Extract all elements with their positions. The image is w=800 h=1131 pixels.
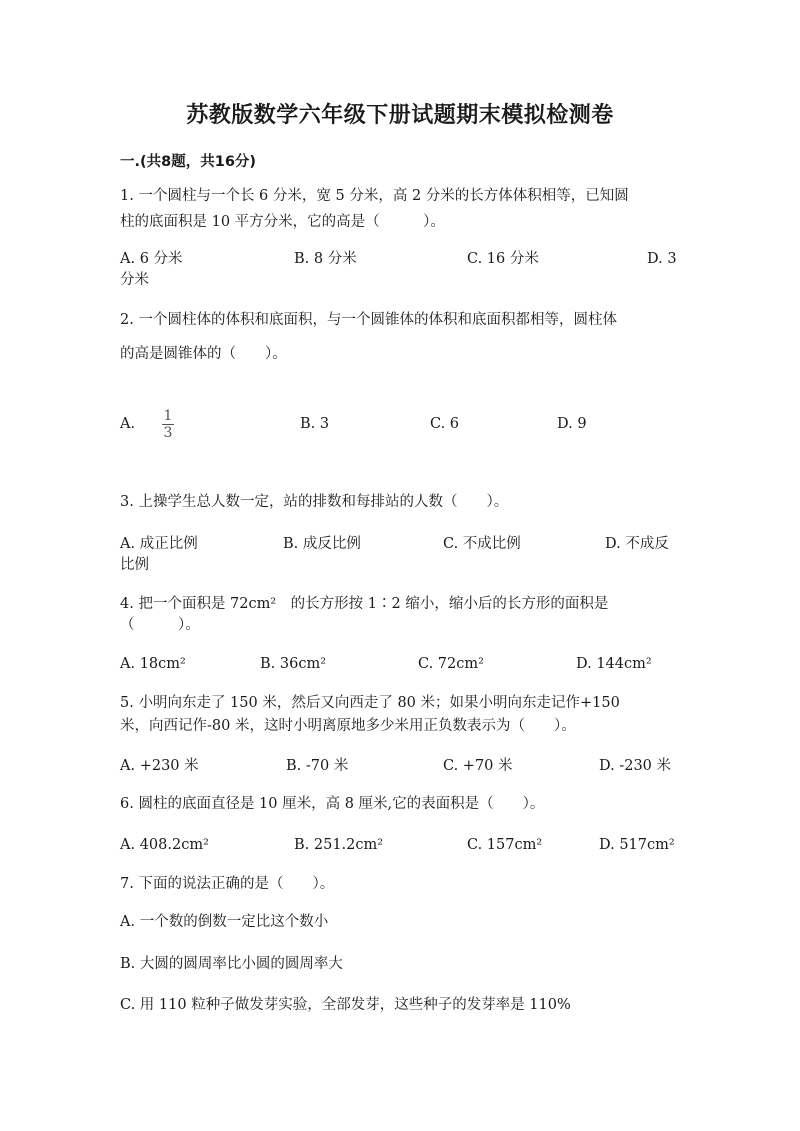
question-2-option-a[interactable]: A. [120, 416, 136, 432]
fraction-numerator: 1 [163, 408, 173, 424]
question-1-option-d[interactable]: D. 3 [647, 251, 677, 267]
question-2-option-b[interactable]: B. 3 [300, 416, 330, 432]
question-5-line-2: 米，向西记作-80 米，这时小明离原地多少米用正负数表示为（ ）。 [120, 718, 576, 734]
question-2-line-1: 2. 一个圆柱体的体积和底面积，与一个圆锥体的体积和底面积都相等，圆柱体 [120, 312, 617, 328]
question-4-option-a[interactable]: A. 18cm² [120, 656, 186, 672]
question-7-option-b[interactable]: B. 大圆的圆周率比小圆的圆周率大 [120, 956, 343, 972]
question-2-option-c[interactable]: C. 6 [430, 416, 460, 432]
question-4-line-1: 4. 把一个面积是 72cm² 的长方形按 1∶2 缩小，缩小后的长方形的面积是 [120, 596, 609, 612]
question-4-option-d[interactable]: D. 144cm² [576, 656, 652, 672]
question-5-line-1: 5. 小明向东走了 150 米，然后又向西走了 80 米；如果小明向东走记作+150 [120, 695, 620, 711]
question-6-line-1: 6. 圆柱的底面直径是 10 厘米，高 8 厘米,它的表面积是（ ）。 [120, 796, 545, 812]
page-title: 苏教版数学六年级下册试题期末模拟检测卷 [186, 103, 614, 128]
section-heading: 一.(共8题，共16分) [120, 154, 257, 170]
question-6-option-c[interactable]: C. 157cm² [467, 837, 543, 853]
question-5-option-a[interactable]: A. +230 米 [120, 758, 199, 774]
question-3-option-a[interactable]: A. 成正比例 [120, 536, 198, 552]
question-1-option-c[interactable]: C. 16 分米 [467, 251, 539, 267]
fraction-denominator: 3 [163, 425, 173, 441]
question-5-option-d[interactable]: D. -230 米 [599, 758, 672, 774]
question-3-option-c[interactable]: C. 不成比例 [443, 536, 521, 552]
question-6-option-a[interactable]: A. 408.2cm² [120, 837, 209, 853]
question-1-option-b[interactable]: B. 8 分米 [294, 251, 357, 267]
question-5-option-c[interactable]: C. +70 米 [443, 758, 513, 774]
question-7-option-c[interactable]: C. 用 110 粒种子做发芽实验，全部发芽，这些种子的发芽率是 110% [120, 997, 571, 1013]
question-4-option-c[interactable]: C. 72cm² [418, 656, 484, 672]
question-1-line-2: 柱的底面积是 10 平方分米，它的高是（ ）。 [120, 214, 445, 230]
question-1-option-a[interactable]: A. 6 分米 [120, 251, 183, 267]
question-2-line-2: 的高是圆锥体的（ ）。 [120, 346, 287, 362]
question-3-line-1: 3. 上操学生总人数一定，站的排数和每排站的人数（ ）。 [120, 494, 509, 510]
question-3-option-d[interactable]: D. 不成反 [605, 536, 669, 552]
question-1-option-d-wrap: 分米 [120, 272, 149, 288]
question-1-line-1: 1. 一个圆柱与一个长 6 分米，宽 5 分米，高 2 分米的长方体体积相等，已知圆 [120, 188, 629, 204]
question-7-line-1: 7. 下面的说法正确的是（ ）。 [120, 876, 335, 892]
question-2-option-a-fraction [158, 408, 178, 441]
question-5-option-b[interactable]: B. -70 米 [286, 758, 349, 774]
question-3-option-d-wrap: 比例 [120, 557, 149, 573]
question-6-option-b[interactable]: B. 251.2cm² [294, 837, 384, 853]
question-6-option-d[interactable]: D. 517cm² [599, 837, 675, 853]
question-4-option-b[interactable]: B. 36cm² [260, 656, 327, 672]
question-4-line-2: （ ）。 [120, 617, 200, 633]
question-3-option-b[interactable]: B. 成反比例 [283, 536, 361, 552]
question-2-option-d[interactable]: D. 9 [557, 416, 587, 432]
question-7-option-a[interactable]: A. 一个数的倒数一定比这个数小 [120, 914, 329, 930]
